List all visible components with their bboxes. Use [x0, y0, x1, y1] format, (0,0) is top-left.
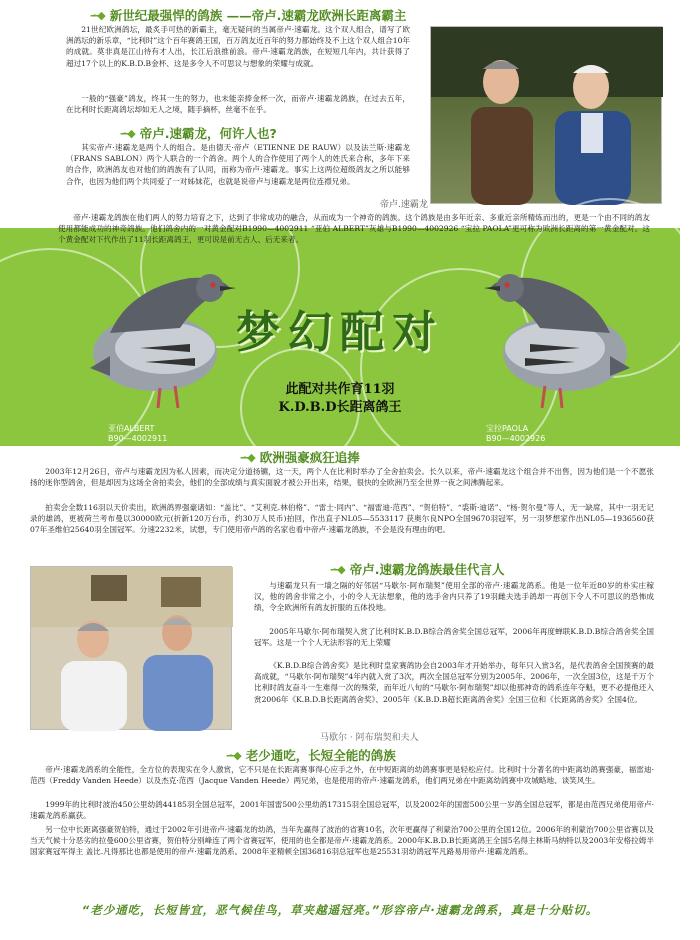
- section2-title-text: 帝卢.速霸龙，何许人也?: [139, 126, 277, 141]
- section3-title-text: 欧洲强豪疯狂追捧: [259, 450, 360, 465]
- section5-para3: 另一位中长距离强豪贺伯特，通过于2002年引进帝卢·速霸龙的幼鸽，当年先赢得了波治的省赛10名，次年更赢得了利蒙治700公里的全国12位。2006年的利蒙治700公里省赛以及当天气候十分恶劣的拉曼600公里省赛，贺伯特分别峰连了两个省赛冠军，使用的也全都是帝卢·速霸龙鸽系。2000年K.B.D.B长距离鸽王全国5名得主林斯马纳特以及2003年安格拉姆半国家赛冠军得主 盖比.凡得那比也都是使用的帝卢·速霸龙鸽系。2008年亚精顿全国36816羽总冠军也是25531羽幼鸽冠军凡路易用帝卢·速霸龙鸽系。: [30, 825, 654, 857]
- section5-para2: 1999年的比利时波治450公里幼鸽44185羽全国总冠军，2001年国雷500公里幼鸽17315羽全国总冠军，以及2002年的国雷500公里一岁鸽全国总冠军，都是由范西兄弟使用帝卢·速霸龙鸽系赢获。: [30, 800, 654, 821]
- footer-quote: “老少通吃，长短皆宜，恶气候佳鸟，草夹越遥冠亮。”形容帝卢·速霸龙鸽系，真是十分贴切。: [81, 903, 599, 917]
- photo2-caption: 马歇尔 · 阿布瑞契和夫人: [320, 733, 419, 743]
- section2-title: [120, 124, 277, 142]
- heading-decoration-icon: -·-◆: [240, 450, 254, 464]
- paola-name: 宝拉PAOLA: [486, 424, 529, 433]
- heading-decoration-icon: -·-◆: [120, 126, 134, 140]
- section4-para3: 《K.B.D.B综合鸽舍奖》是比利时皇家赛鸽协会自2003年才开始举办，每年只入赏3名，是代表鸽舍全国预赛的最高成就，“马歇尔·阿布瑞契”4年内就入赏了3次，两次全国总冠军分别为2005年、2006年，一次全国3位，这是千万个比利时鸽友奋斗一生难得一次的殊荣，而年近八旬的“马歇尔·阿布瑞契”却以他那神奇的鸽系连年夺魁，更不必提他还入赏2006年《K.B.D.B长距离鸽舍奖》、2005年《K.B.D.B超长距离鸽舍奖》全国三位和《长距离鸽舍奖》全国4位。: [254, 661, 654, 704]
- section2-para1: 其实帝卢·速霸龙是两个人的组合。是由德天·帝卢（ETIENNE DE RAUW）以及法兰斯·速霸龙（FRANS SABLON）两个人联合的一个鸽舍。两个人的合作使用了两个人的姓氏来合称，多年下来的合作，欧洲鸽友也对他们的鸽族有了认同，而称为帝卢·速霸龙。事实上这两位超级鸽友之所以能够合作，也因为他们两个共同爱了一对姊妹花，也就是说帝卢与速霸龙是两位连襟兄弟。: [66, 143, 410, 186]
- photo1-caption: 帝卢.速霸龙: [380, 200, 428, 210]
- section5-para1: 帝卢·速霸龙鸽系的全能性，全方位的表现实在令人激赏，它不只是在长距离赛事得心应手之外，在中短距离的幼鸽赛事更是轻松应付。比利时十分著名的中距离幼鸽赛强豪，福雷迪·范西（Freddy Vanden Heede）以及杰克·范西（Jacque Vanden Heede）两兄弟，也是使用的帝卢·速霸龙鸽系，他们两兄弟在中距离幼鸽赛中攻城略地、谈笑风生。: [30, 765, 654, 786]
- photo-illustration: [31, 567, 233, 731]
- section4-title-text: 帝卢.速霸龙鸽族最佳代言人: [349, 562, 505, 577]
- photo-couple: [30, 566, 232, 730]
- section5-title: [226, 746, 396, 764]
- section3-para1: 2003年12月26日，帝卢与速霸龙因为私人因素，而决定分道扬镳，这一天，两个人在比利时举办了全舍拍卖会。长久以来，帝卢·速霸龙这个组合并不出售，因为他们是一个不愿张扬的迷你型鸽舍，但是却因为这场全舍拍卖会，他们的全部成绩与真实面貌才被公开出来，结果，很快的全欧洲乃至全世界一夜之间沸腾起来。: [30, 467, 654, 488]
- paola-ring: B90—4002926: [486, 434, 546, 443]
- photo-illustration: [431, 27, 663, 205]
- banner-title: 梦幻配对: [236, 307, 444, 358]
- albert-name: 亚伯ALBERT: [108, 424, 155, 433]
- albert-ring: B90—4002911: [108, 434, 168, 443]
- section3-title: [240, 448, 360, 466]
- heading-decoration-icon: -·-◆: [330, 562, 344, 576]
- section5-title-text: 老少通吃，长短全能的鸽族: [245, 748, 396, 763]
- heading-decoration-icon: -·-◆: [90, 8, 104, 22]
- section4-para2: 2005年马歇尔·阿布瑞契入赏了比利时K.B.D.B综合鸽舍奖全国总冠军，2006年再度蝉联K.B.D.B综合鸽舍奖全国冠军。这是一个个人无法形容的无上荣耀: [254, 627, 654, 648]
- section3-para2: 拍卖会全数116羽以天价卖出，欧洲鸽界强豪诸如：“盖比”、“艾利克.林伯格”、“雷士·同内”、“福雷迪·范西”、“贺伯特”、“裘斯·迪诺”、“杨·贺尔曼”等人，无一缺席，其中一羽无记录的雄鸽，更被荷兰考布曼以30000欧元(折新120万台币，约30万人民币)拍回，作出直子NL05—5533117 获奥尔良NPO全国9670羽冠军，另一羽梦想家作出NL05—1936560获07年圣维伯25640羽全国冠军。分速2232米，试想，专门使用帝卢鸽的名家也看中帝卢·速霸龙鸽族，不会是没有理由的吧。: [30, 503, 654, 535]
- section1-title: [90, 6, 406, 24]
- section1-title-text: 新世纪最强悍的鸽族 ——帝卢.速霸龙欧洲长距离霸主: [109, 8, 407, 23]
- banner-line1: 此配对共作育11羽: [285, 382, 395, 397]
- section1-para1: 21世纪欧洲鸽坛，最炙手可热的新霸主，毫无疑问的当属帝卢·速霸龙。这个双人组合，谱写了欧洲鸽坛的新乐章，“比利时”这个百年赛鸽王国，百万鸽友近百年的努力都始终及不上这个双人组合10年的成就。莫非真是江山待有才人出，长江后浪推前浪。帝卢·速霸龙鸽族，在短短几年内，共计获得了超过17个以上的K.B.D.B金杯、这是多令人不可思议与想象的荣耀与成就。: [66, 25, 410, 68]
- banner-line2: K.D.B.D长距离鸽王: [278, 400, 402, 415]
- photo-two-men: [430, 26, 662, 204]
- section4-para1: 与速霸龙只有一墙之隔的好邻居“马歇尔·阿布瑞契”使用全部的帝卢·速霸龙鸽系。他是一位年近80岁的朴实庄稼汉，他的鸽舍非常之小，小的令人无法想象，他的选手舍内只养了19羽雌夫选手鸽却一再创下令人不可思议的恐怖成绩，令全欧洲所有鸽友折服的五体投地。: [254, 581, 654, 613]
- section1-para2: 一般的“强豪”鸽友，终其一生的努力，也未能亲捧金杯一次，而帝卢·速霸龙鸽族，在过去五年，在比利时长距离鸽坛却如无人之境，随手摘杯，丝毫不在乎。: [66, 94, 410, 115]
- section4-title: [330, 560, 505, 578]
- heading-decoration-icon: -·-◆: [226, 748, 240, 762]
- pigeon-paola-icon: [470, 258, 650, 418]
- section2-para2: 帝卢·速霸龙鸽族在他们两人的努力培育之下，达到了非常成功的融合，从而成为一个神奇的鸽族。这个鸽族是由多年近亲、多重近亲所精炼而出的，更是一个由不同的鸽友使用都能成功的神奇鸽族。他们鸽舍内的一对黄金配对B1990—4002911 “亚伯 ALBERT”灰雄与B1990—4002926 “宝拉 PAOLA”更可称为欧洲长距离的第一黄金配对。这个黄金配对下代作出了11羽长距离鸽王，更可说是前无古人、后无来者。: [58, 213, 650, 245]
